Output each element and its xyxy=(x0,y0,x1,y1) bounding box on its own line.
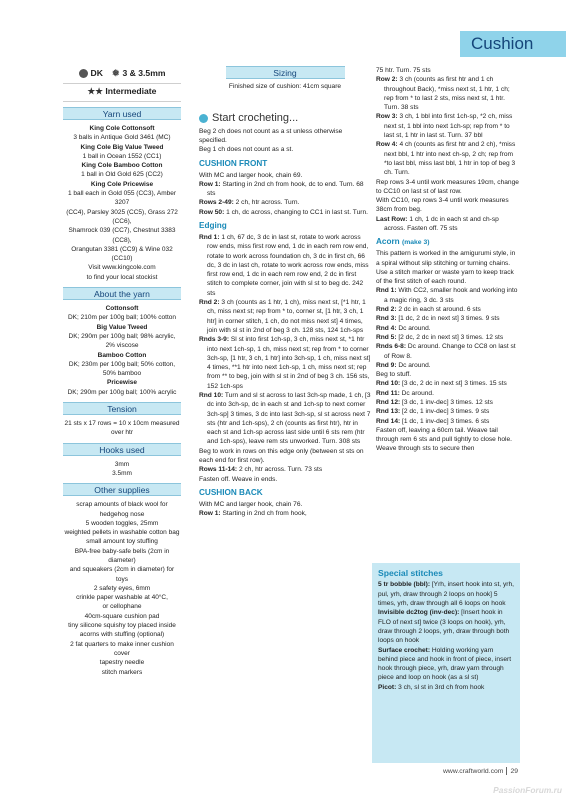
instruction-label: Rnd 13: xyxy=(376,408,401,416)
acorn-heading: Acorn (make 3) xyxy=(376,237,430,247)
instruction-text: [3 dc, 2 dc in next st] 3 times. 15 sts xyxy=(400,380,507,388)
instruction-label: Picot: xyxy=(378,683,397,691)
instruction-line xyxy=(376,249,520,286)
special-stitches-list xyxy=(378,580,514,692)
instruction-line xyxy=(376,112,520,140)
about-yarn-list xyxy=(63,304,181,397)
instruction-text: [Yrh, insert hook into st, yrh, pul, yrh, draw through 2 loops on hook] 5 times, yrh, draw through all 6 loops on hook xyxy=(378,581,514,608)
instruction-text: 2 ch, htr across. Turn. xyxy=(233,199,300,207)
instruction-text: Fasten off. Weave in ends. xyxy=(199,475,278,483)
instruction-line xyxy=(376,324,520,333)
instruction-label: Rnds 3-9: xyxy=(199,336,230,344)
instruction-text: Beg to stuff. xyxy=(376,371,412,379)
middle-column xyxy=(199,66,371,518)
instruction-line xyxy=(378,646,514,683)
instruction-text: 75 htr. Turn. 75 sts xyxy=(376,67,431,74)
instruction-label: Rnd 4: xyxy=(376,324,397,332)
instruction-text: [1 dc, 1 inv-dec] 3 times. 6 sts xyxy=(400,417,490,425)
yarn-ball-icon xyxy=(79,69,88,78)
instruction-text: Sl st into first 1ch-sp, 3 ch, miss next st, *1 htr into next 1ch-sp, 1 ch, miss next st; rep from * to corner 3ch-sp, [1 htr, 3 ch, 1 htr] into 3ch-sp, 1 ch, miss next st] 4 times, **1 htr into next 1ch-sp, 1 ch, miss next st; rep from ** to beg, join with sl st in 2nd of beg 3 ch. 156 sts, 152 1ch-sps xyxy=(207,336,371,390)
instruction-text: 3 ch, 1 bbl into first 1ch-sp, *2 ch, miss next st, 1 bbl into next 1ch-sp; rep from * to last st, 1 htr in last st. Turn. 37 bbl xyxy=(384,113,513,140)
list-item: scrap amounts of black wool for xyxy=(76,501,168,509)
instruction-text: Starting in 2nd ch from hook, dc to end. Turn. 68 sts xyxy=(207,180,364,198)
instruction-line xyxy=(376,426,520,454)
instruction-text: [2 dc, 2 dc in next st] 3 times. 12 sts xyxy=(396,333,504,341)
cushion-back-heading: CUSHION BACK xyxy=(199,487,263,497)
list-item: stitch markers xyxy=(101,668,143,676)
list-item: 40cm-square cushion pad xyxy=(84,612,160,620)
instruction-line xyxy=(199,500,371,509)
instruction-text: 1 ch, 1 dc in each st and ch-sp across. Fasten off. 75 sts xyxy=(384,215,499,233)
instruction-line xyxy=(376,314,520,323)
instruction-label: Row 1: xyxy=(199,180,221,188)
instruction-text: Turn and sl st across to last 3ch-sp made, 1 ch, [3 dc into 3ch-sp, dc in each st and 1ch-sp to next corner 3ch-sp] 3 times, 3 dc into last 3ch-sp, sl st across next 7 sts (htr and 1ch-sps), 2 ch (counts as first htr), htr in each st and 1ch-sp across last side until 6 sts rem (htr and 1ch-sps), leave rem sts unworked. Turn. 308 sts xyxy=(207,392,371,446)
instruction-text: Beg to work in rows on this edge only (between st sts on each end for first row). xyxy=(199,447,364,465)
instruction-line xyxy=(376,379,520,388)
about-yarn-heading: About the yarn xyxy=(63,287,181,300)
instruction-line xyxy=(376,196,520,215)
instruction-line xyxy=(199,447,371,466)
instruction-label: Rnd 2: xyxy=(199,299,220,307)
cushion-back-continued xyxy=(376,66,520,233)
list-item: (CC4), Parsley 3025 (CC5), Grass 272 (CC6), xyxy=(66,208,178,225)
list-item: 1 ball each in Gold 055 (CC3), Amber 3207 xyxy=(67,190,177,207)
instruction-line xyxy=(376,140,520,177)
instruction-text: 3 ch (counts as first htr and 1 ch throughout Back), *miss next st, 1 htr, 1 ch; rep from * to last 2 sts, miss next st, 1 htr. Turn. 38 sts xyxy=(384,76,510,112)
instruction-line xyxy=(199,509,371,518)
instruction-label: Row 2: xyxy=(376,76,398,84)
instruction-label: Last Row: xyxy=(376,215,408,223)
instruction-line xyxy=(376,398,520,407)
website-link[interactable]: www.craftworld.com xyxy=(443,768,504,775)
list-item: DK; 290m per 100g ball; 100% acrylic xyxy=(67,388,177,396)
instruction-label: Rnd 12: xyxy=(376,399,401,406)
instruction-text: Fasten off, leaving a 60cm tail. Weave tail through rem 6 sts and pull tightly to close hole. Weave through sts to secure then xyxy=(376,426,512,453)
instruction-label: Rnd 1: xyxy=(376,287,397,295)
supplies-list xyxy=(63,500,181,677)
list-item: tiny silicone squishy toy placed inside xyxy=(68,622,176,630)
instruction-label: Row 4: xyxy=(376,141,398,149)
instruction-line xyxy=(378,580,514,608)
list-item: DK; 290m per 100g ball; 98% acrylic, xyxy=(68,332,176,340)
instruction-label: Row 50: xyxy=(199,208,225,216)
cushion-front-heading: CUSHION FRONT xyxy=(199,158,268,168)
tension-text: 21 sts x 17 rows = 10 x 10cm measured over htr xyxy=(64,420,180,437)
sizing-heading: Sizing xyxy=(226,66,345,79)
instruction-line xyxy=(376,333,520,342)
instruction-line xyxy=(376,370,520,379)
instruction-line xyxy=(376,342,520,361)
instruction-label: Rnd 5: xyxy=(376,333,397,341)
list-item: 2% viscose xyxy=(105,342,139,350)
instruction-label: Rnds 6-8: xyxy=(376,343,407,351)
list-item: King Cole Pricewise xyxy=(90,180,154,188)
instruction-line xyxy=(376,66,520,75)
tension-heading: Tension xyxy=(63,402,181,415)
instruction-text: [2 dc, 1 inv-dec] 3 times. 9 sts xyxy=(400,408,490,416)
instruction-line xyxy=(199,233,371,298)
instruction-label: Rows 2-49: xyxy=(199,199,234,207)
list-item: Bamboo Cotton xyxy=(97,351,147,359)
instruction-text: Dc around. Change to CC8 on last st of Row 8. xyxy=(384,343,516,360)
instruction-label: Rnd 9: xyxy=(376,361,397,369)
instruction-line xyxy=(199,171,371,180)
instruction-line xyxy=(376,417,520,426)
instruction-line xyxy=(378,608,514,645)
list-item: or cellophane xyxy=(102,603,142,611)
instruction-label: Surface crochet: xyxy=(378,646,431,654)
weight-hook-line xyxy=(63,66,181,81)
cushion-back-instructions xyxy=(199,500,371,519)
instruction-line xyxy=(376,178,520,197)
list-item: DK; 230m per 100g ball; 50% cotton, xyxy=(68,360,176,368)
instruction-label: Rows 11-14: xyxy=(199,466,238,474)
hook-icon: ❅ xyxy=(111,67,120,78)
instruction-text: With CC10, rep rows 3-4 until work measures 38cm from beg. xyxy=(376,197,509,214)
list-item: and squeakers (2cm in diameter) for toys xyxy=(69,566,175,583)
difficulty-level xyxy=(63,86,181,99)
instruction-line xyxy=(376,75,520,112)
edging-heading: Edging xyxy=(199,221,227,231)
instruction-text: Starting in 2nd ch from hook, xyxy=(220,510,307,518)
list-item: acorns with stuffing (optional) xyxy=(79,631,165,639)
edging-instructions xyxy=(199,233,371,484)
instruction-text: 2 ch, htr across. Turn. 73 sts xyxy=(237,466,323,474)
instruction-text: 4 ch (counts as first htr and 2 ch), *miss next bbl, 1 htr into next ch-sp, 2 ch; rep from *to last bbl, miss last bbl, 1 htr in top of beg 3 ch. Turn. xyxy=(384,141,516,177)
list-item: 1 ball in Old Gold 625 (CC2) xyxy=(81,171,163,179)
instruction-line xyxy=(378,683,514,692)
other-supplies-heading: Other supplies xyxy=(63,483,181,496)
instruction-line xyxy=(199,208,371,217)
list-item: 3 balls in Antique Gold 3461 (MC) xyxy=(73,134,171,142)
instruction-text: 1 ch, 67 dc, 3 dc in last st, rotate to work across row ends, miss first row end, 1 dc in each rem row end, rotate to work across foundation ch, 3 dc in first ch, 66 dc, 3 dc in last ch, rotate to work across row ends, miss first row end, 1 dc in each rem row end, 2 dc in first stitch to complete corner, join with sl st to beg dc. 242 sts xyxy=(207,233,369,297)
special-stitches-box xyxy=(372,563,520,763)
instruction-label: Rnd 1: xyxy=(199,233,220,241)
page-footer xyxy=(443,767,518,776)
instruction-text: This pattern is worked in the amigurumi style, in a spiral without slip stitching or turning chains. Use a stitch marker or waste yarn to keep track of the first stitch of each round. xyxy=(376,250,516,286)
instruction-text: 2 dc in each st around. 6 sts xyxy=(396,306,481,314)
instruction-text: 1 ch, dc across, changing to CC1 in last st. Turn. xyxy=(224,208,368,216)
instruction-text: [Insert hook in FLO of next st] twice (3 loops on hook), yrh, draw through 2 loops, yrh, draw through both loops on hook xyxy=(378,609,510,645)
list-item: King Cole Big Value Tweed xyxy=(80,143,164,151)
instruction-line xyxy=(376,286,520,305)
list-item: King Cole Bamboo Cotton xyxy=(81,162,163,170)
instruction-label: Rnd 2: xyxy=(376,306,397,314)
yarn-used-heading: Yarn used xyxy=(63,107,181,120)
instruction-text: [3 dc, 1 inv-dec] 3 times. 12 sts xyxy=(400,399,493,406)
instruction-text: [1 dc, 2 dc in next st] 3 times. 9 sts xyxy=(396,315,500,323)
difficulty-label: Intermediate xyxy=(105,86,157,96)
list-item: 5 wooden toggles, 25mm xyxy=(85,519,159,527)
instruction-label: Rnd 3: xyxy=(376,315,397,323)
yarn-weight: DK xyxy=(90,67,103,78)
list-item: BPA-free baby-safe bells (2cm in diameter) xyxy=(74,547,170,564)
list-item: King Cole Cottonsoft xyxy=(89,125,155,132)
instruction-label: Row 1: xyxy=(199,510,221,518)
instruction-label: Invisible dc2tog (inv-dec): xyxy=(378,609,460,617)
list-item: 50% bamboo xyxy=(102,370,142,378)
list-item: to find your local stockist xyxy=(86,273,158,281)
yarn-used-list xyxy=(63,124,181,282)
instruction-text: With CC2, smaller hook and working into a magic ring, 3 dc. 3 sts xyxy=(384,287,518,304)
instruction-label: Rnd 11: xyxy=(376,389,400,397)
list-item: hedgehog nose xyxy=(99,510,145,518)
hooks-heading: Hooks used xyxy=(63,443,181,456)
instruction-line xyxy=(199,391,371,447)
acorn-instructions xyxy=(376,249,520,454)
bullet-dot-icon xyxy=(199,114,208,123)
intro-text: Beg 2 ch does not count as a st unless otherwise specified. Beg 1 ch does not count as a st. xyxy=(199,127,343,154)
watermark: PassionForum.ru xyxy=(493,784,562,795)
instruction-text: Dc around. xyxy=(399,389,434,397)
page-title: Cushion xyxy=(460,31,566,57)
list-item: Pricewise xyxy=(107,379,137,387)
list-item: Big Value Tweed xyxy=(96,323,148,331)
instruction-label: Rnd 14: xyxy=(376,417,401,425)
instruction-line xyxy=(199,475,371,484)
instruction-line xyxy=(376,361,520,370)
instruction-line xyxy=(199,198,371,207)
instruction-label: Rnd 10: xyxy=(199,392,224,399)
list-item: small amount toy stuffing xyxy=(86,538,158,546)
instruction-label: 5 tr bobble (bbl): xyxy=(378,581,431,589)
instruction-text: With MC and larger hook, chain 69. xyxy=(199,171,303,179)
cushion-front-instructions xyxy=(199,171,371,217)
list-item: DK; 210m per 100g ball; 100% cotton xyxy=(67,314,177,322)
instruction-line xyxy=(376,389,520,398)
instruction-line xyxy=(199,465,371,474)
hooks-list: 3mm 3.5mm xyxy=(112,460,132,477)
list-item: Orangutan 3381 (CC9) & Wine 032 (CC10) xyxy=(71,245,173,263)
special-stitches-heading: Special stitches xyxy=(378,568,443,578)
instruction-line xyxy=(376,215,520,234)
start-heading: Start crocheting... xyxy=(199,111,371,127)
list-item: Shamrock 039 (CC7), Chestnut 3383 (CC8), xyxy=(68,227,176,244)
instruction-line xyxy=(199,298,371,335)
instruction-line xyxy=(376,305,520,314)
instruction-text: Dc around. xyxy=(396,361,431,369)
list-item: tapestry needle xyxy=(99,659,145,667)
hook-sizes: 3 & 3.5mm xyxy=(122,67,166,78)
instruction-text: With MC and larger hook, chain 76. xyxy=(199,500,303,508)
page-number: 29 xyxy=(510,768,518,775)
list-item: Cottonsoft xyxy=(105,305,139,313)
instruction-label: Row 3: xyxy=(376,113,398,121)
list-item: crinkle paper washable at 40°C, xyxy=(76,594,168,602)
instruction-text: Holding working yarn behind piece and hook in front of piece, insert hook through piece, yrh, draw yarn through piece and loop on hook (as a sl st) xyxy=(378,646,512,682)
instruction-line xyxy=(376,407,520,416)
instruction-label: Rnd 10: xyxy=(376,380,401,388)
difficulty-stars: ★★ xyxy=(87,86,103,96)
instruction-line xyxy=(199,180,371,199)
instruction-text: 3 ch, sl st in 3rd ch from hook xyxy=(396,683,485,691)
list-item: 2 safety eyes, 6mm xyxy=(93,584,151,592)
sidebar xyxy=(63,66,181,677)
list-item: weighted pellets in washable cotton bag xyxy=(64,529,180,537)
list-item: 2 fat quarters to make inner cushion cover xyxy=(70,640,174,657)
instruction-text: 3 ch (counts as 1 htr, 1 ch), miss next st, [*1 htr, 1 ch, miss next st; rep from * to, corner st, [1 htr, 3 ch, 1 htr] in corner stitch, 1 ch, do not miss next st] 4 times, join with sl st in 2nd of beg 3 ch. 128 sts, 124 1ch-sps xyxy=(207,299,366,334)
right-column xyxy=(376,66,520,454)
list-item: Visit www.kingcole.com xyxy=(88,264,156,272)
instruction-line xyxy=(199,335,371,391)
sizing-text: Finished size of cushion: 41cm square xyxy=(228,83,342,90)
instruction-text: Rep rows 3-4 until work measures 19cm, change to CC10 on last st of last row. xyxy=(376,178,519,195)
instruction-text: Dc around. xyxy=(396,324,431,332)
list-item: 1 ball in Ocean 1552 (CC1) xyxy=(82,152,162,160)
